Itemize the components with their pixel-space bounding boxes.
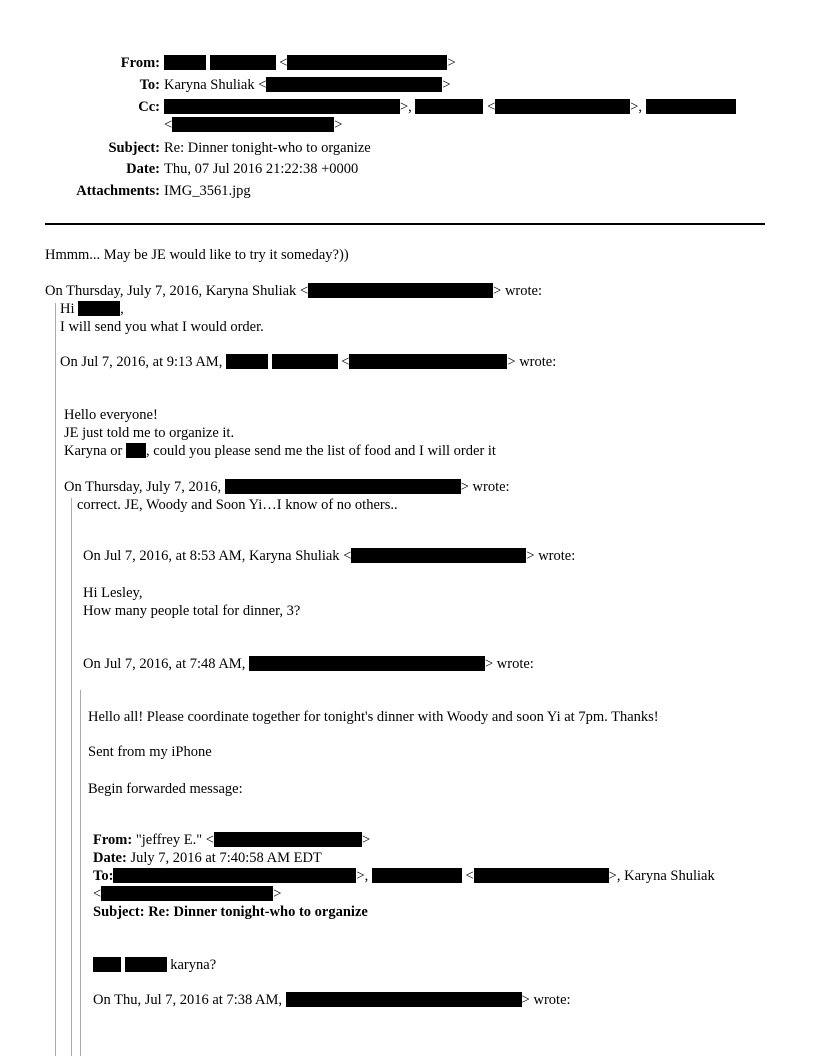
quote-3-intro: On Thursday, July 7, 2016, > wrote:	[64, 479, 510, 495]
attachments-label: Attachments:	[76, 183, 160, 199]
to-label: To:	[139, 77, 160, 93]
fwd-body-line	[93, 957, 216, 973]
redaction	[266, 77, 442, 92]
cc-value: >, < >,	[164, 99, 736, 115]
redaction	[113, 868, 356, 883]
redaction	[372, 868, 462, 883]
subject-value: Re: Dinner tonight-who to organize	[164, 140, 371, 156]
fwd-karyna: karyna?	[170, 957, 217, 973]
quote-5-line: Hello all! Please coordinate together for tonight's dinner with Woody and soon Yi at 7pm. Thanks!	[88, 709, 659, 725]
fwd-date	[93, 850, 322, 866]
redaction	[349, 354, 507, 369]
quote-4-intro-wrote: wrote:	[538, 548, 576, 564]
quote-2-line: Hello everyone!	[64, 407, 158, 423]
attachment-link[interactable]: IMG_3561.jpg	[164, 183, 251, 199]
quote-5-line: Sent from my iPhone	[88, 744, 212, 760]
quote-2-line3-pre: Karyna or	[64, 443, 123, 459]
redaction	[308, 283, 493, 298]
redaction	[164, 99, 400, 114]
quote-4-intro-text: On Jul 7, 2016, at 8:53 AM, Karyna Shuliak	[83, 548, 340, 564]
fwd-from-label: From:	[93, 832, 133, 848]
quote-1-greeting: Hi ,	[60, 301, 124, 317]
quote-2-line: JE just told me to organize it.	[64, 425, 235, 441]
fwd-to-cont: < >	[93, 886, 282, 902]
fwd-to: To: >, < >, Karyna Shuliak	[93, 868, 715, 884]
quote-4-line: Hi Lesley,	[83, 585, 143, 601]
cc-value-cont: < >	[164, 117, 343, 133]
quote-1-intro-wrote: wrote:	[504, 283, 542, 299]
quote-4-intro: On Jul 7, 2016, at 8:53 AM, Karyna Shuliak < > wrote:	[83, 548, 576, 564]
quote-1-intro-text: On Thursday, July 7, 2016, Karyna Shuliak	[45, 283, 297, 299]
redaction	[164, 55, 206, 70]
quote-2-intro-text: On Jul 7, 2016, at 9:13 AM,	[60, 354, 223, 370]
redaction	[226, 354, 268, 369]
redaction	[214, 832, 362, 847]
date-label: Date:	[126, 161, 160, 177]
top-reply: Hmmm... May be JE would like to try it someday?))	[45, 247, 349, 263]
redaction	[351, 548, 526, 563]
redaction	[415, 99, 483, 114]
quote-6-intro-text: On Thu, Jul 7, 2016 at 7:38 AM,	[93, 992, 283, 1008]
quote-3-line: correct. JE, Woody and Soon Yi…I know of no others..	[77, 497, 398, 513]
fwd-to-karyna: , Karyna Shuliak	[616, 868, 715, 884]
redaction	[125, 957, 167, 972]
quote-2-line3-post: , could you please send me the list of food and I will order it	[146, 443, 496, 459]
redaction	[78, 301, 120, 316]
fwd-subject-value: Re: Dinner tonight-who to organize	[148, 904, 368, 920]
fwd-from-name: "jeffrey E."	[135, 832, 203, 848]
quote-bar	[71, 498, 72, 1056]
quote-3-intro-wrote: wrote:	[472, 479, 510, 495]
cc-label: Cc:	[138, 99, 160, 115]
fwd-from: From: "jeffrey E." < >	[93, 832, 371, 848]
quote-2-line	[64, 443, 496, 459]
redaction	[495, 99, 630, 114]
redaction	[93, 957, 121, 972]
quote-bar	[80, 690, 81, 1056]
redaction	[172, 117, 334, 132]
redaction	[126, 443, 146, 458]
quote-5-intro-wrote: wrote:	[496, 656, 534, 672]
header-divider	[45, 223, 765, 225]
fwd-date-value: July 7, 2016 at 7:40:58 AM EDT	[130, 850, 322, 866]
redaction	[210, 55, 276, 70]
redaction	[225, 479, 461, 494]
redaction	[474, 868, 609, 883]
redaction	[286, 992, 522, 1007]
fwd-subject	[93, 904, 368, 920]
to-name: Karyna Shuliak	[164, 77, 255, 93]
quote-3-intro-text: On Thursday, July 7, 2016,	[64, 479, 222, 495]
quote-2-intro: On Jul 7, 2016, at 9:13 AM, < > wrote:	[60, 354, 557, 370]
quote-5-line: Begin forwarded message:	[88, 781, 243, 797]
from-label: From:	[120, 55, 160, 71]
quote-1-intro: On Thursday, July 7, 2016, Karyna Shuliak < > wrote:	[45, 283, 542, 299]
quote-5-intro: On Jul 7, 2016, at 7:48 AM, > wrote:	[83, 656, 534, 672]
quote-1-line: I will send you what I would order.	[60, 319, 264, 335]
from-value: < >	[164, 55, 456, 71]
date-value: Thu, 07 Jul 2016 21:22:38 +0000	[164, 161, 359, 177]
redaction	[646, 99, 736, 114]
redaction	[287, 55, 447, 70]
fwd-date-label: Date:	[93, 850, 127, 866]
quote-4-line: How many people total for dinner, 3?	[83, 603, 301, 619]
redaction	[101, 886, 273, 901]
quote-5-intro-text: On Jul 7, 2016, at 7:48 AM,	[83, 656, 246, 672]
subject-label: Subject:	[108, 140, 160, 156]
quote-2-intro-wrote: wrote:	[519, 354, 557, 370]
quote-bar	[55, 303, 56, 1056]
redaction	[249, 656, 485, 671]
quote-1-hi: Hi	[60, 301, 75, 317]
fwd-to-label: To:	[93, 868, 114, 884]
to-value: Karyna Shuliak < >	[164, 77, 451, 93]
quote-6-intro-wrote: wrote:	[533, 992, 571, 1008]
quote-6-intro: On Thu, Jul 7, 2016 at 7:38 AM, > wrote:	[93, 992, 571, 1008]
redaction	[272, 354, 338, 369]
fwd-subject-label: Subject:	[93, 904, 145, 920]
